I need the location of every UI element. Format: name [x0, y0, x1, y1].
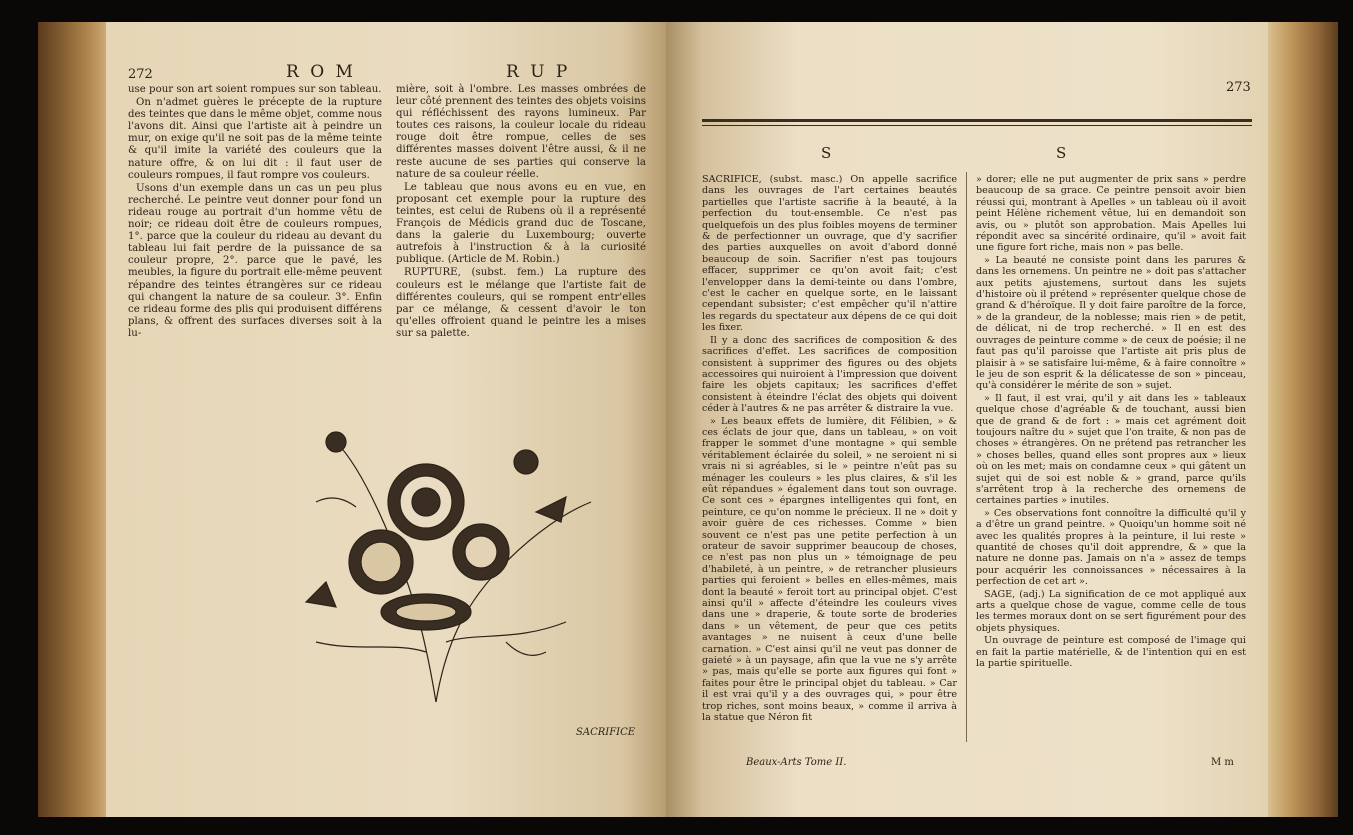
left-column-1 — [128, 84, 382, 341]
column-head-left: S — [821, 144, 832, 162]
paragraph: use pour son art soient rompues sur son tableau. — [128, 84, 382, 95]
paragraph: SAGE, (adj.) La signification de ce mot appliqué aux arts a quelque chose de vague, comme celle de tous les termes moraux dont on se sert figurément pour des objets physiques. — [976, 588, 1246, 634]
floral-vignette-icon — [276, 402, 606, 712]
paragraph: » Les beaux effets de lumière, dit Félibien, » & ces éclats de jour que, dans un tableau, » on voit frapper le sommet d'une montagne » qui semble véritablement éclairée du soleil, » ne seroient ni si vrais ni si agréables, si le » peintre n'eût pas su ménager les couleurs » les plus claires, & s'il les eût répandues » également dans tout son ouvrage. Ce sont ces » épargnes intelligentes qui font, en peinture, ce qu'on nomme le précieux. Il ne » doit y avoir guère de ces richesses. Comme » bien souvent ce n'est pas une petite perfection à un orateur de savoir supprimer beaucoup de choses, ce n'est pas non plus un » témoignage de peu d'habileté, à un peintre, » de retrancher plusieurs parties qui feroient » belles en elles-mêmes, mais dont la beauté » feroit tort au principal objet. C'est ainsi qu'il » affecte d'éteindre les couleurs vives dans une » draperie, & toute sorte de broderies dans » un vêtement, de peur que ces petits avantages » ne nuisent à ceux d'une belle carnation. » C'est ainsi qu'il ne veut pas donner de gaieté » à un paysage, afin que la vue ne s'y arrête » pas, mais qu'elle se porte aux figures qui font » faites pour être le principal objet du tableau. » Car il est vrai qu'il y a des ouvrages qui, » pour être trop riches, sont moins beaux, » comme il arriva à la statue que Néron fit — [702, 415, 957, 724]
paragraph: SACRIFICE, (subst. masc.) On appelle sacrifice dans les ouvrages de l'art certaines beautés partielles que l'artiste sacrifie à la beauté, à la perfection du tout-ensemble. Ce n'est pas quelquefois un des plus foibles moyens de terminer & de perfectionner un ouvrage, que d'y sacrifier des parties auxquelles on avoit d'abord donné beaucoup de soin. Sacrifier n'est pas toujours effacer, supprimer ce qu'on avoit fait; c'est l'envelopper dans la demi-teinte ou dans l'ombre, c'est le cacher en quelque sorte, en le laissant cependant subsister; c'est empêcher qu'il n'attire les regards du spectateur aux dépens de ce qui doit les fixer. — [702, 174, 957, 334]
volume-footer: Beaux-Arts Tome II. — [746, 757, 847, 768]
page-number-right: 273 — [1226, 80, 1251, 95]
paragraph: RUPTURE, (subst. fem.) La rupture des couleurs est le mélange que l'artiste fait de différentes couleurs, qui se rompent entr'elles par ce mélange, & cessent d'avoir le ton qu'elles offroient quand le peintre les a mises sur sa palette. — [396, 267, 646, 339]
page-number-left: 272 — [128, 67, 153, 82]
left-page — [106, 22, 666, 817]
page-edges-left — [38, 22, 108, 817]
paragraph: mière, soit à l'ombre. Les masses ombrées de leur côté prennent des teintes des objets voisins qui réfléchissent des rayons lumineux. Par toutes ces raisons, la couleur locale du rideau rouge doit être rompue, celles de ses différentes masses doivent l'être aussi, & il ne reste aucune de ses parties qui conserve la nature de sa couleur réelle. — [396, 84, 647, 180]
right-column-2 — [976, 174, 1246, 670]
paragraph: » Ces observations font connoître la difficulté qu'il y a d'être un grand peintre. » Quoiqu'un homme soit né avec les qualités propres à la peinture, il lui reste » quantité de choses qu'il doit apprendre, & » que la nature ne donne pas. Jamais on n'a » assez de temps pour acquérir les connoissances » nécessaires à la perfection de cet art ». — [976, 507, 1246, 588]
paragraph: » La beauté ne consiste point dans les parures & dans les ornemens. Un peintre ne » doit pas s'attacher aux petits ajustemens, surtout dans les sujets d'histoire où il prétend » représenter quelque chose de grand & d'héroïque. Il y doit faire paroître de la force, » de la grandeur, de la noblesse; mais rien » de petit, de délicat, ni de trop recherché. » Il en est des ouvrages de peinture comme » de ceux de poésie; il ne faut pas qu'il paroisse que l'artiste ait pris plus de plaisir à » se satisfaire lui-même, & à faire connoître » le jeu de son esprit & la délicatesse de son » pinceau, qu'à considérer le mérite de son » sujet. — [976, 254, 1246, 392]
paragraph: Un ouvrage de peinture est composé de l'image qui en fait la partie matérielle, & de l'intention qui en est la partie spirituelle. — [976, 635, 1246, 670]
catchword: SACRIFICE — [576, 727, 636, 738]
left-column-2 — [396, 84, 646, 341]
header-rule-thin — [702, 125, 1252, 126]
page-edges-right — [1268, 22, 1338, 817]
signature-mark: M m — [1211, 757, 1234, 768]
paragraph: » dorer; elle ne put augmenter de prix sans » perdre beaucoup de sa grace. Ce peintre pensoit avoir bien réussi qui, montrant à Apelles » un tableau où il avoit peint Hélène richement vêtue, lui en demandoit son avis, ou » plutôt son approbation. Mais Apelles lui répondit avec sa sincérité ordinaire, qu'il » avoit fait une figure fort riche, mais non » pas belle. — [976, 174, 1246, 254]
paragraph: Il y a donc des sacrifices de composition & des sacrifices d'effet. Les sacrifices de composition consistent à supprimer des figures ou des objets accessoires qui nuiroient à l'impression que doivent faire les objets capitaux; les sacrifices d'effet consistent à éteindre l'éclat des objets qui doivent céder à l'autres & ne pas arrêter & distraire la vue. — [702, 334, 957, 415]
column-head-right: S — [1056, 144, 1067, 162]
right-page — [666, 22, 1270, 817]
running-head-rom: R O M — [286, 62, 356, 82]
paragraph: Usons d'un exemple dans un cas un peu plus recherché. Le peintre veut donner pour fond un rideau rouge au portrait d'un homme vêtu de noir; ce rideau doit être de couleurs rompues, 1°. parce que la couleur du rideau au devant du tableau lui fait perdre de la puissance de sa couleur propre, 2°. parce que le pavé, les meubles, la figure du portrait elle-même peuvent répandre des teintes étrangères sur ce rideau qui changent la nature de sa couleur. 3°. Enfin ce rideau forme des plis qui produisent différens plans, & offrent des surfaces diverses soit à la lu- — [128, 182, 383, 339]
paragraph: Le tableau que nous avons eu en vue, en proposant cet exemple pour la rupture des teintes, est celui de Rubens où il a représenté François de Médicis grand duc de Toscane, dans la galerie du Luxembourg; ouverte autrefois à l'instruction & à la curiosité publique. (Article de M. Robin.) — [396, 181, 646, 266]
header-rule — [702, 119, 1252, 122]
open-book — [38, 22, 1338, 822]
column-divider — [966, 172, 967, 742]
paragraph: » Il faut, il est vrai, qu'il y ait dans les » tableaux quelque chose d'agréable & de touchant, aussi bien que de grand & de fort : » mais cet agrément doit toujours naître du » sujet que l'on traite, & non pas de choses » étrangères. On ne prétend pas retrancher les » choses belles, quand elles sont propres aux » lieux où on les met; mais on condamne ceux » qui gâtent un sujet qui de soi est noble & » grand, parce qu'ils s'arrêtent trop à la recherche des ornemens de certaines parties » inutiles. — [976, 392, 1246, 507]
running-head-rup: R U P — [506, 62, 571, 82]
paragraph: On n'admet guères le précepte de la rupture des teintes que dans le même objet, comme nous l'avons dit. Ainsi que l'artiste ait à peindre un mur, on exige qu'il ne soit pas de la même teinte & qu'il imite la variété des couleurs que la nature offre, & on lui dit : il faut user de couleurs rompues, il faut rompre vos couleurs. — [128, 97, 382, 181]
right-column-1 — [702, 174, 957, 725]
